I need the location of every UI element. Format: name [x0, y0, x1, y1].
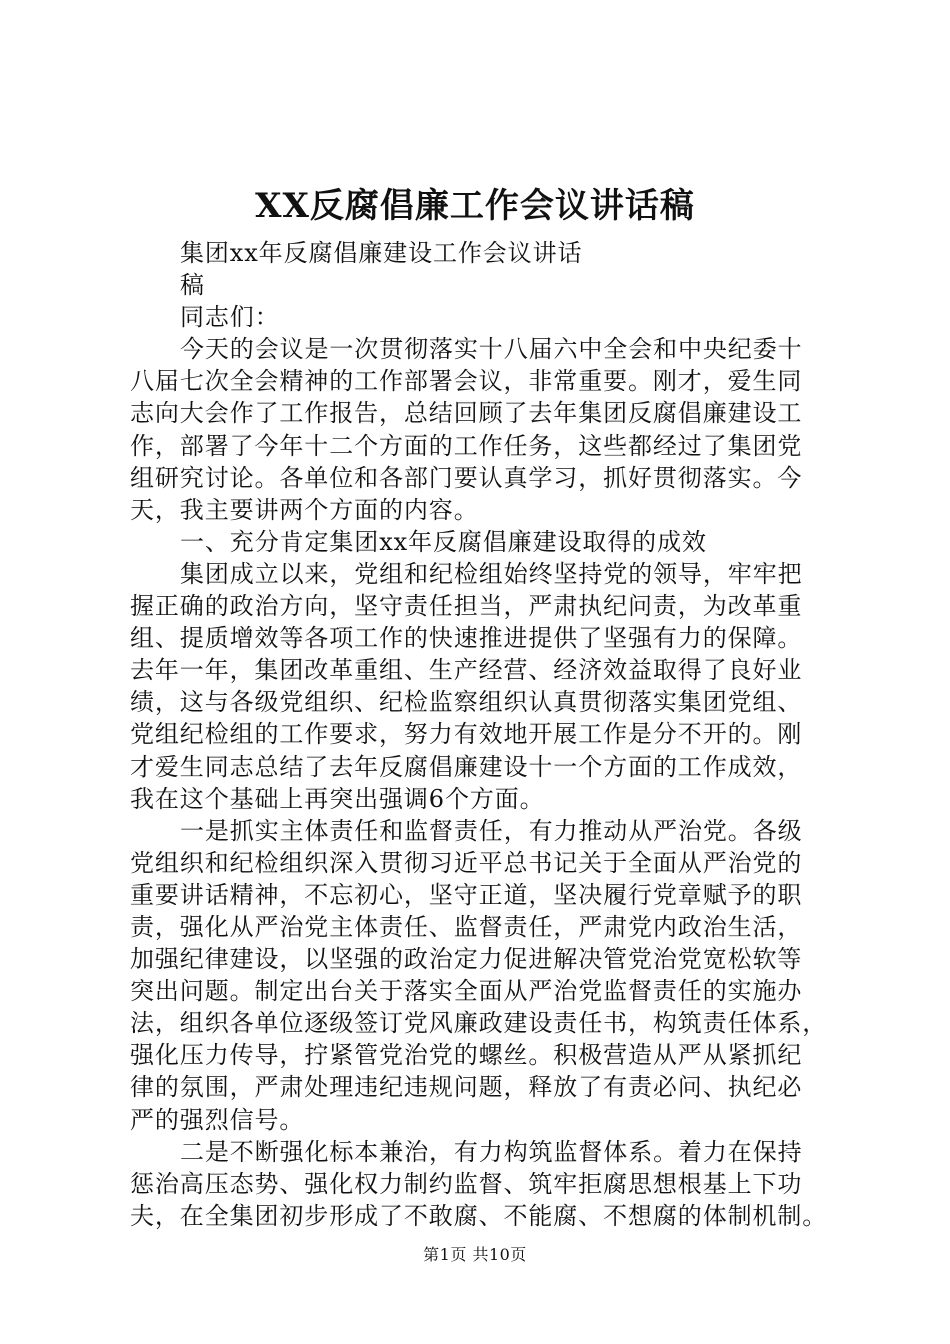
body-text-line: 同志们：: [180, 303, 280, 332]
body-text-line: 作，部署了今年十二个方面的工作任务，这些都经过了集团党: [130, 431, 803, 460]
body-text-line: 责，强化从严治党主体责任、监督责任，严肃党内政治生活，: [130, 912, 803, 941]
body-text-line: 惩治高压态势、强化权力制约监督、筑牢拒腐思想根基上下功: [130, 1169, 803, 1198]
body-text-line: 严的强烈信号。: [130, 1105, 305, 1134]
body-text-line: 二是不断强化标本兼治，有力构筑监督体系。着力在保持: [180, 1137, 803, 1166]
body-text-line: 志向大会作了工作报告，总结回顾了去年集团反腐倡廉建设工: [130, 399, 803, 428]
body-text-line: 强化压力传导，拧紧管党治党的螺丝。积极营造从严从紧抓纪: [130, 1041, 803, 1070]
body-text-line: 一、充分肯定集团xx年反腐倡廉建设取得的成效: [180, 527, 707, 556]
body-text-line: 党组织和纪检组织深入贯彻习近平总书记关于全面从严治党的: [130, 848, 803, 877]
page-footer: 第1页 共10页: [423, 1245, 527, 1264]
body-text-line: 夫，在全集团初步形成了不敢腐、不能腐、不想腐的体制机制。: [130, 1201, 828, 1230]
body-text-line: 党组纪检组的工作要求，努力有效地开展工作是分不开的。刚: [130, 720, 803, 749]
body-text-line: 集团xx年反腐倡廉建设工作会议讲话: [180, 239, 583, 267]
body-text-line: 集团成立以来，党组和纪检组始终坚持党的领导，牢牢把: [180, 559, 803, 588]
body-text-line: 加强纪律建设，以坚强的政治定力促进解决管党治党宽松软等: [130, 945, 803, 974]
body-text-line: 握正确的政治方向，坚守责任担当，严肃执纪问责，为改革重: [130, 592, 803, 621]
body-text-line: 去年一年，集团改革重组、生产经营、经济效益取得了良好业: [130, 656, 803, 685]
body-text-line: 我在这个基础上再突出强调6个方面。: [130, 784, 545, 813]
body-text-line: 天，我主要讲两个方面的内容。: [130, 495, 479, 524]
body-text-line: 重要讲话精神，不忘初心，坚守正道，坚决履行党章赋予的职: [130, 880, 803, 909]
body-text-line: 绩，这与各级党组织、纪检监察组织认真贯彻落实集团党组、: [130, 688, 803, 717]
body-text-line: 组研究讨论。各单位和各部门要认真学习，抓好贯彻落实。今: [130, 463, 803, 492]
document-body: [130, 237, 830, 1232]
body-text-line: 律的氛围，严肃处理违纪违规问题，释放了有责必问、执纪必: [130, 1073, 803, 1102]
body-text-line: 法，组织各单位逐级签订党风廉政建设责任书，构筑责任体系，: [130, 1009, 828, 1038]
body-text-line: 八届七次全会精神的工作部署会议，非常重要。刚才，爱生同: [130, 367, 803, 396]
body-text-line: 组、提质增效等各项工作的快速推进提供了坚强有力的保障。: [130, 624, 803, 653]
body-text-line: 才爱生同志总结了去年反腐倡廉建设十一个方面的工作成效，: [130, 752, 803, 781]
body-text-line: 突出问题。制定出台关于落实全面从严治党监督责任的实施办: [130, 977, 803, 1006]
document-title: XX反腐倡廉工作会议讲话稿: [255, 186, 695, 226]
body-text-line: 今天的会议是一次贯彻落实十八届六中全会和中央纪委十: [180, 335, 803, 364]
body-text-line: 一是抓实主体责任和监督责任，有力推动从严治党。各级: [180, 816, 803, 845]
body-text-line: 稿: [180, 271, 205, 300]
